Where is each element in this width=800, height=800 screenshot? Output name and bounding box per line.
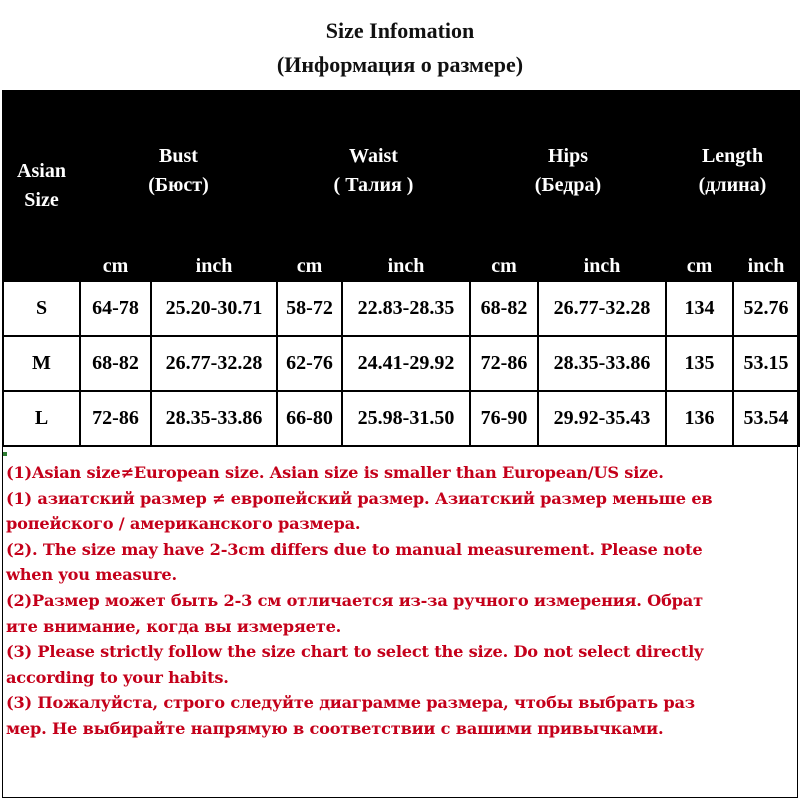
- header-bust: [80, 91, 277, 251]
- table-cell: 52.76: [733, 281, 799, 336]
- page-title: Size Infomation: [325, 18, 475, 43]
- table-row: [3, 336, 799, 391]
- table-cell: 53.54: [733, 391, 799, 446]
- table-cell: 58-72: [277, 281, 342, 336]
- header-length: [666, 91, 799, 251]
- table-cell: 25.98-31.50: [342, 391, 470, 446]
- table-cell: 68-82: [470, 281, 538, 336]
- size-notes: [6, 460, 786, 742]
- unit-header: cm: [666, 251, 733, 281]
- size-cell: M: [3, 336, 80, 391]
- header-asian-label: Asian: [17, 160, 66, 182]
- size-cell: S: [3, 281, 80, 336]
- page-subtitle: (Информация о размере): [276, 52, 524, 77]
- table-cell: 29.92-35.43: [538, 391, 666, 446]
- header-bust-en: Bust: [159, 145, 198, 167]
- note-line: (2)Размер может быть 2-3 см отличается из-за ручного измерения. Обрат: [6, 590, 703, 610]
- unit-header: inch: [733, 251, 799, 281]
- note-line: (1)Asian size≠European size. Asian size is smaller than European/US size.: [6, 463, 664, 482]
- note-line: мер. Не выбирайте напрямую в соответствии с вашими привычками.: [6, 718, 664, 738]
- size-table: [2, 90, 800, 447]
- size-cell: L: [3, 391, 80, 446]
- header-length-en: Length: [701, 145, 764, 167]
- header-waist-en: Waist: [349, 145, 398, 167]
- table-cell: 76-90: [470, 391, 538, 446]
- table-row: [3, 391, 799, 446]
- unit-header: inch: [342, 251, 470, 281]
- header-waist: [277, 91, 470, 251]
- header-asian-size: [3, 91, 80, 281]
- table-cell: 64-78: [80, 281, 151, 336]
- note-line: (2). The size may have 2-3cm differs due to manual measurement. Please note: [6, 539, 703, 559]
- note-line: ропейского / американского размера.: [6, 514, 361, 534]
- header-size-label: Size: [24, 189, 59, 211]
- table-cell: 72-86: [470, 336, 538, 391]
- note-line: (1) азиатский размер ≠ европейский размер. Азиатский размер меньше ев: [6, 488, 713, 508]
- note-line: according to your habits.: [6, 667, 229, 687]
- table-cell: 25.20-30.71: [151, 281, 277, 336]
- unit-header: inch: [151, 251, 277, 281]
- table-cell: 136: [666, 391, 733, 446]
- unit-header: cm: [80, 251, 151, 281]
- unit-header: cm: [277, 251, 342, 281]
- table-cell: 135: [666, 336, 733, 391]
- table-cell: 22.83-28.35: [342, 281, 470, 336]
- table-cell: 26.77-32.28: [151, 336, 277, 391]
- table-cell: 62-76: [277, 336, 342, 391]
- note-line: when you measure.: [6, 565, 177, 585]
- table-cell: 28.35-33.86: [538, 336, 666, 391]
- header-length-ru: (длина): [698, 174, 767, 196]
- table-cell: 66-80: [277, 391, 342, 446]
- header-hips-ru: (Бедра): [534, 174, 602, 196]
- corner-marker: [3, 452, 7, 456]
- table-cell: 24.41-29.92: [342, 336, 470, 391]
- unit-header: inch: [538, 251, 666, 281]
- note-line: (3) Пожалуйста, строго следуйте диаграмме размера, чтобы выбрать раз: [6, 693, 695, 713]
- table-cell: 28.35-33.86: [151, 391, 277, 446]
- header-hips: [470, 91, 666, 251]
- table-row: [3, 281, 799, 336]
- table-cell: 26.77-32.28: [538, 281, 666, 336]
- table-cell: 72-86: [80, 391, 151, 446]
- table-cell: 134: [666, 281, 733, 336]
- header-bust-ru: (Бюст): [148, 174, 209, 196]
- header-waist-ru: ( Талия ): [333, 174, 414, 196]
- table-cell: 68-82: [80, 336, 151, 391]
- header-hips-en: Hips: [547, 145, 589, 167]
- note-line: (3) Please strictly follow the size chart to select the size. Do not select directly: [6, 642, 704, 662]
- note-line: ите внимание, когда вы измеряете.: [6, 616, 342, 636]
- unit-header: cm: [470, 251, 538, 281]
- table-cell: 53.15: [733, 336, 799, 391]
